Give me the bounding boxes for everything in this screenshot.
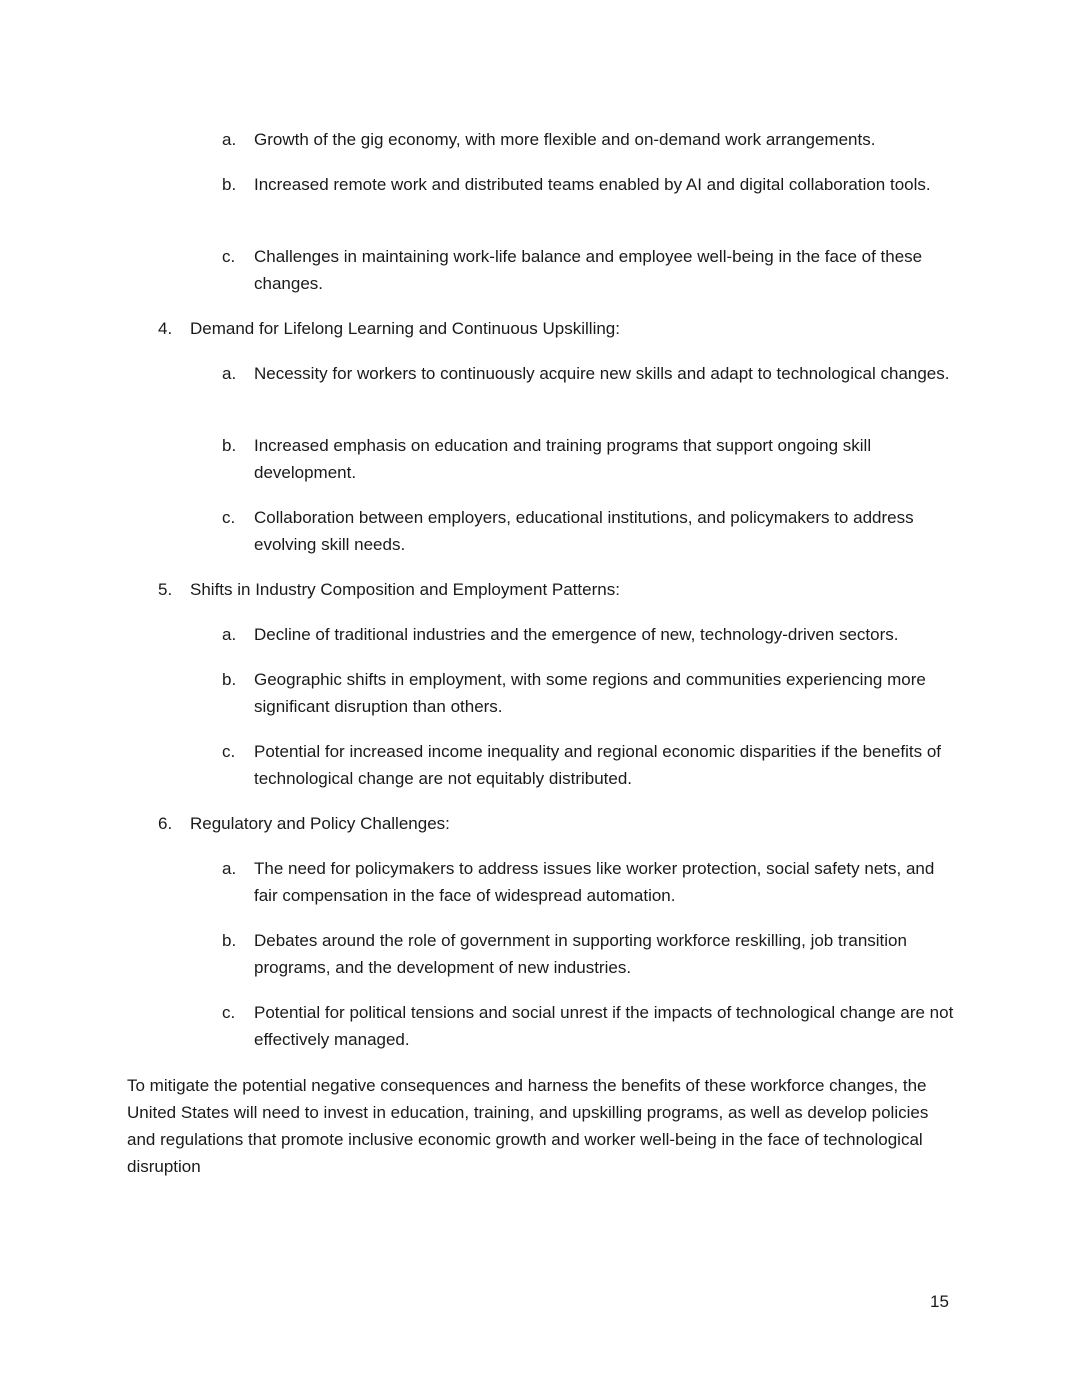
section-title: Demand for Lifelong Learning and Continuous Upskilling:: [190, 319, 620, 338]
list-item-text: Decline of traditional industries and the emergence of new, technology-driven sectors.: [254, 625, 899, 644]
list-item-text: Potential for increased income inequality and regional economic disparities if the benefits of technological change are not equitably distributed.: [254, 742, 942, 788]
section-title: Shifts in Industry Composition and Employment Patterns:: [190, 580, 620, 599]
list-item-text: Necessity for workers to continuously acquire new skills and adapt to technological changes.: [254, 364, 950, 383]
list-item-text: Increased remote work and distributed teams enabled by AI and digital collaboration tools.: [254, 175, 931, 194]
list-marker: a.: [222, 364, 237, 383]
list-marker: a.: [222, 625, 237, 644]
list-marker: b.: [222, 670, 237, 689]
list-marker: c.: [222, 247, 236, 266]
list-marker: a.: [222, 859, 237, 878]
list-marker: b.: [222, 436, 237, 455]
list-item-text: Collaboration between employers, educational institutions, and policymakers to address evolving skill needs.: [254, 508, 914, 554]
section-title: Regulatory and Policy Challenges:: [190, 814, 450, 833]
list-item-text: Debates around the role of government in supporting workforce reskilling, job transition programs, and the development of new industries.: [254, 931, 907, 977]
section-number: 4.: [158, 319, 173, 338]
list-item-text: The need for policymakers to address issues like worker protection, social safety nets, and fair compensation in the face of widespread automation.: [254, 859, 935, 905]
list-item-text: Growth of the gig economy, with more flexible and on-demand work arrangements.: [254, 130, 876, 149]
list-item-text: Potential for political tensions and social unrest if the impacts of technological change are not effectively managed.: [254, 1003, 954, 1049]
list-marker: b.: [222, 931, 237, 950]
page-number: 15: [930, 1292, 949, 1311]
section-number: 5.: [158, 580, 173, 599]
list-item-text: Challenges in maintaining work-life balance and employee well-being in the face of these changes.: [254, 247, 923, 293]
list-item-text: Geographic shifts in employment, with some regions and communities experiencing more significant disruption than others.: [254, 670, 926, 716]
list-marker: a.: [222, 130, 237, 149]
list-item-text: Increased emphasis on education and training programs that support ongoing skill development.: [254, 436, 872, 482]
closing-paragraph: To mitigate the potential negative consequences and harness the benefits of these workforce changes, the United States will need to invest in education, training, and upskilling programs, as well as develop policies and regulations that promote inclusive economic growth and worker well-being in the face of technological disruption: [127, 1076, 929, 1176]
list-marker: c.: [222, 1003, 236, 1022]
list-marker: c.: [222, 742, 236, 761]
section-number: 6.: [158, 814, 173, 833]
list-marker: c.: [222, 508, 236, 527]
list-marker: b.: [222, 175, 237, 194]
